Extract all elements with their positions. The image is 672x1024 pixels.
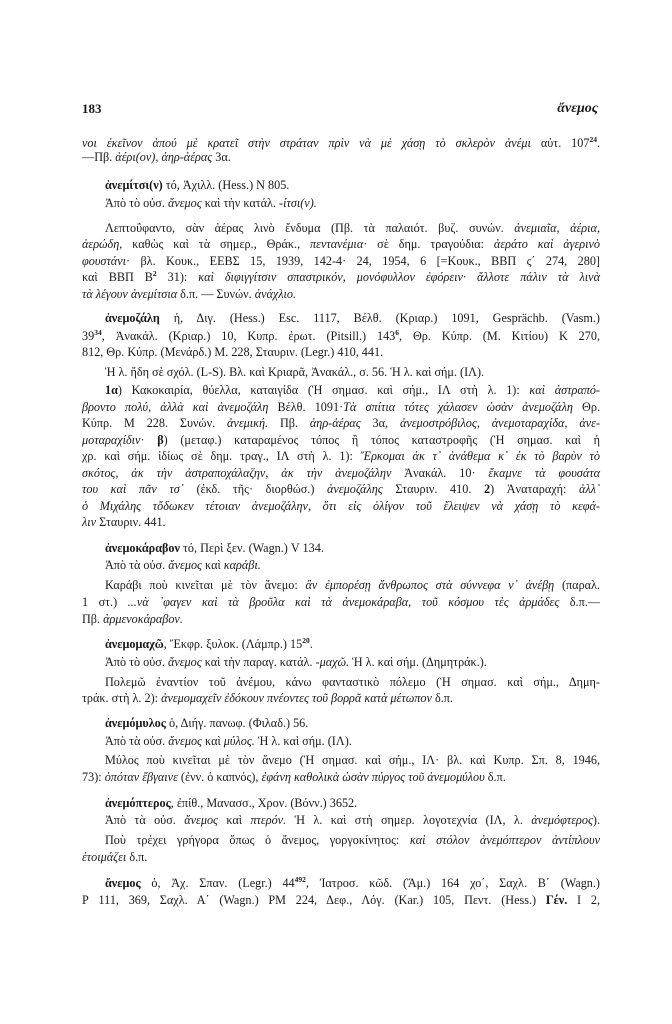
headword-text: ἄνεμος <box>105 876 141 890</box>
italic-quote-text: ἀλλ᾽ <box>578 482 600 496</box>
text-line <box>105 365 600 379</box>
text-segment: —Πβ. <box>82 150 116 164</box>
italic-quote-text: ἀρμενοκάραβον. <box>103 612 183 626</box>
superscript-text: 6 <box>395 328 400 337</box>
text-segment: , Θρ. Κύπρ. (Μ. Κιτίου) Κ 270, <box>399 329 600 343</box>
text-line <box>82 237 600 251</box>
italic-quote-text: ἀνάχλιο. <box>254 287 297 301</box>
headword-text: ἀνεμόμυλος <box>105 716 166 730</box>
text-line <box>105 178 600 192</box>
text-segment: Ι 2, <box>567 893 600 907</box>
page-number: 183 <box>82 101 102 116</box>
text-segment: ὁ, Ἀχ. Σπαν. (Legr.) 44 <box>140 876 295 890</box>
text-line <box>82 416 600 430</box>
text-segment: · βλ. Κουκ., ΕΕΒΣ 15, 1939, 142-4· 24, 1954, 6 [=Κουκ., ΒΒΠ ς΄ 274, 280] <box>126 254 600 268</box>
italic-quote-text: ἔκαμνε τὰ φουσάτα <box>488 466 600 480</box>
text-line <box>82 691 600 705</box>
italic-quote-text: -μαχῶ. <box>315 655 350 669</box>
text-line <box>105 655 600 669</box>
text-line <box>105 876 600 890</box>
text-segment: 3α. <box>212 150 231 164</box>
italic-quote-text: ἄνεμος <box>167 655 202 669</box>
text-segment: ). <box>592 813 601 827</box>
italic-quote-text: ἀνεμική. <box>227 416 269 430</box>
text-line <box>105 221 600 235</box>
italic-quote-text: πεντανέμια <box>310 237 364 251</box>
text-line <box>82 136 600 150</box>
italic-quote-text: καὶ στόλον ἀνεμόπτερον ἀντίπλουν <box>409 833 600 847</box>
italic-quote-text: καὶ διφιγγίτσιν σπαστρικόν, μονόφυλλον ἐφόρειν· ἄλλοτε πάλιν τὰ λινὰ <box>198 270 600 284</box>
italic-quote-text: καὶ ἀστραπό- <box>529 383 600 397</box>
text-line <box>82 287 600 301</box>
text-segment: Καράβι ποὺ κινεῖται μὲ τὸν ἄνεμο: <box>105 578 306 592</box>
text-segment: Πβ. <box>82 612 104 626</box>
italic-quote-text: ἐφάνη καθολικὰ ὡσὰν πύργος τοῦ ἀνεμομύλου <box>261 770 485 784</box>
italic-quote-text: ἀνεμοστρόβιλος, ἀνεμοταραχίδα, ἀνε- <box>399 416 601 430</box>
italic-quote-text: ἀνεμόφτερος <box>531 813 593 827</box>
text-segment: καὶ τὴν παραγ. κατάλ. <box>201 655 316 669</box>
text-segment: τό, Περὶ ξεν. (Wagn.) V 134. <box>179 541 324 555</box>
text-segment: Ἡ λ. καὶ σήμ. (Δημητράκ.). <box>349 655 487 669</box>
text-line <box>82 254 600 268</box>
italic-quote-text: ὁ Μιχάλης τὄδωκεν τέτοιαν ἀνεμοζάλην, ὅτι εἰς ὀλίγον τοῦ ἔλειψεν νὰ χάσῃ τὸ κεφά- <box>82 499 600 513</box>
text-segment: Ἀπὸ τὰ οὐσ. <box>105 813 185 827</box>
italic-quote-text: καράβι. <box>223 558 261 572</box>
text-line <box>105 753 600 767</box>
italic-quote-text: μύλος. <box>223 734 255 748</box>
text-line <box>105 716 600 730</box>
italic-quote-text: ἀερώδη, <box>82 237 123 251</box>
text-segment: Ρ 111, 369, Σαχλ. Α΄ (Wagn.) ΡΜ 224, Δεφ., Λόγ. (Kar.) 105, Πεντ. (Hess.) <box>82 893 546 907</box>
text-segment: καὶ <box>217 813 251 827</box>
text-segment: , Ἰατροσ. κῶδ. (Ἄμ.) 164 χο΄, Σαχλ. Β΄ (Wagn.) <box>305 876 600 890</box>
headword-text: ἀνεμόπτερος <box>105 796 171 810</box>
text-segment: . <box>309 637 313 651</box>
text-line <box>82 433 600 447</box>
text-segment: καὶ τὴν κατάλ. <box>201 196 280 210</box>
italic-quote-text: ὁπόταν ἔβγαινε <box>104 770 178 784</box>
italic-quote-text: νοι ἐκεῖνον ἀπού μὲ κρατεῖ στὴν στράταν πρὶν νὰ μὲ χάσῃ τὸ σκλερὸν ἀνέμι <box>82 136 531 150</box>
text-segment: (ἐκδ. τῆς· διορθώσ.) <box>183 482 327 496</box>
italic-quote-text: τὰ λέγουν ἀνεμίτσια <box>82 287 178 301</box>
text-segment: δ.π. <box>431 691 453 705</box>
text-segment: ἡ, Διγ. (Hess.) Esc. 1117, Βέλθ. (Κριαρ.) 1091, Gesprächb. (Vasm.) <box>159 311 600 325</box>
text-line <box>82 595 600 609</box>
superscript-text: 20 <box>302 636 310 645</box>
text-segment: τό, Ἀχιλλ. (Hess.) Ν 805. <box>162 178 290 192</box>
text-line <box>82 449 600 463</box>
text-line <box>82 850 600 864</box>
italic-quote-text: ἀέρι(ον), ἀηρ-ἀέρας <box>115 150 213 164</box>
italic-quote-text: ἑτοιμάζει <box>82 850 127 864</box>
superscript-text: 24 <box>589 135 597 144</box>
italic-quote-text: Τὰ σπίτια τότες χάλασεν ὡσὰν ἀνεμοζάλη <box>343 400 573 414</box>
text-line <box>82 466 600 480</box>
text-segment: (παραλ. <box>554 578 600 592</box>
text-segment: Σταυριν. 410. <box>382 482 484 496</box>
italic-quote-text: ἀηρ-ἀέρας <box>309 416 361 430</box>
italic-quote-text: ...νὰ ᾽φαγεν καὶ τὰ βροῦλα καὶ τὰ ἀνεμοκάραβα, τοῦ κόσμου τὲς ἀρμάδες <box>127 595 560 609</box>
text-line <box>82 329 600 343</box>
headword-text: ἀνεμοζάλη <box>105 311 160 325</box>
text-segment: τράκ. στὴ λ. 2): <box>82 691 162 705</box>
text-segment: Θρ. <box>572 400 600 414</box>
superscript-text: 492 <box>294 875 306 884</box>
text-segment: Κύπρ. Μ 228. Συνών. <box>82 416 228 430</box>
text-segment: Βέλθ. 1091· <box>268 400 344 414</box>
italic-quote-text: φουστάνι <box>82 254 126 268</box>
text-segment: αὐτ. 107 <box>530 136 590 150</box>
text-line <box>105 675 600 689</box>
italic-quote-text: Ἔρκομαι ἀκ τ᾽ ἀνάθεμα κ᾽ ἐκ τὸ βαρὺν τὸ <box>360 449 600 463</box>
text-segment: καὶ <box>201 734 224 748</box>
text-segment: Ἀπὸ τὰ οὐσ. <box>105 558 169 572</box>
text-segment: Ποὺ τρέχει γρήγορα ὅπως ὁ ἄνεμος, γοργοκίνητος: <box>105 833 410 847</box>
text-segment: 73): <box>82 770 105 784</box>
italic-quote-text: βροντο πολύ, ἀλλὰ καὶ ἀνεμοζάλη <box>82 400 269 414</box>
text-line <box>105 833 600 847</box>
text-segment: ) Κακοκαιρία, θύελλα, καταιγίδα (Ἡ σημασ. καὶ σήμ., ΙΛ στὴ λ. 1): <box>117 383 530 397</box>
text-segment: Μύλος ποὺ κινεῖται μὲ τὸν ἄνεμο (Ἡ σημασ. καὶ σήμ., ΙΛ· βλ. καὶ Κυπρ. Σπ. 8, 1946, <box>105 753 600 767</box>
superscript-text: 34 <box>94 328 102 337</box>
headword-text: β <box>157 433 164 447</box>
text-segment: ) Ἀναταραχή: <box>490 482 579 496</box>
text-line <box>82 515 600 529</box>
text-segment: καὶ <box>201 558 224 572</box>
text-segment: Πολεμῶ ἐναντίον τοῦ ἀνέμου, κάνω φανταστικὸ πόλεμο (Ἡ σημασ. καὶ σήμ., Δημη- <box>105 675 600 689</box>
text-segment: · <box>140 433 158 447</box>
headword-text: ἀνεμοκάραβον <box>105 541 180 555</box>
text-line <box>82 400 600 414</box>
text-segment: καθὼς καὶ τὰ σημερ., Θράκ., <box>122 237 311 251</box>
text-line <box>82 270 600 284</box>
text-line <box>82 482 600 496</box>
text-segment: Ἀπὸ τὸ οὐσ. <box>105 196 168 210</box>
headword-text: ἀνεμίτσι(ν) <box>105 178 163 192</box>
italic-quote-text: ἄνεμος <box>167 196 202 210</box>
text-line <box>82 345 600 359</box>
italic-quote-text: ἂν ἐμπορέσῃ ἄνθρωπος στὰ σύννεφα ν᾽ ἀνέβῃ <box>305 578 555 592</box>
headword-text: 1α <box>105 383 118 397</box>
italic-quote-text: ἀνεμομαχεῖν ἐδόκουν πνέοντες τοῦ βορρᾶ κατὰ μέτωπον <box>161 691 432 705</box>
text-segment: 1 στ.) <box>82 595 128 609</box>
text-segment: , Ἀνακάλ. (Κριαρ.) 10, Κυπρ. ἐρωτ. (Pitsill.) 143 <box>101 329 396 343</box>
italic-quote-text: πτερόν. <box>250 813 287 827</box>
running-head: ἄνεμος <box>557 101 598 116</box>
text-segment: (ἐνν. ὁ καπνός), <box>177 770 262 784</box>
text-line <box>105 637 600 651</box>
text-segment: Ἀπὸ τὸ οὐσ. <box>105 655 168 669</box>
headword-text: ἀνεμομαχῶ <box>105 637 164 651</box>
italic-quote-text: σκότος, ἀκ τὴν ἀστραποχάλαζην, ἀκ τὴν ἀνεμοζάλην <box>82 466 392 480</box>
text-line <box>82 612 600 626</box>
text-segment: ὁ, Διήγ. πανωφ. (Φιλαδ.) 56. <box>165 716 309 730</box>
text-segment: ) (μεταφ.) καταραμένος τόπος ἢ τόπος καταστροφῆς (Ἡ σημασ. καὶ ἡ <box>163 433 601 447</box>
text-segment: καὶ ΒΒΠ Β <box>82 270 153 284</box>
text-segment: δ.π.— <box>559 595 600 609</box>
text-line <box>105 734 600 748</box>
headword-text: 2 <box>484 482 491 496</box>
italic-quote-text: -ίτσι(ν). <box>279 196 317 210</box>
text-line <box>82 150 600 164</box>
italic-quote-text: ἀνεμοζάλης <box>327 482 383 496</box>
text-line <box>105 558 600 572</box>
text-segment: δ.π. — Συνών. <box>177 287 255 301</box>
italic-quote-text: ἄνεμος <box>168 558 202 572</box>
superscript-text: 2 <box>152 269 157 278</box>
text-line <box>105 796 600 810</box>
text-segment: χρ. καὶ σήμ. ἰδίως σὲ δημ. τραγ., ΙΛ στὴ λ. 1): <box>82 449 361 463</box>
text-line <box>105 311 600 325</box>
italic-quote-text: μοταραχίδιν <box>82 433 141 447</box>
text-segment: 39 <box>82 329 95 343</box>
italic-quote-text: λιν <box>82 515 97 529</box>
text-segment: δ.π. <box>126 850 148 864</box>
text-segment: Ἡ λ. καὶ σήμ. (ΙΛ). <box>254 734 352 748</box>
text-segment: 3α, <box>360 416 400 430</box>
text-segment: 31): <box>156 270 199 284</box>
text-segment: Ἡ λ. ἤδη σὲ σχόλ. (L-S). Βλ. καὶ Κριαρᾶ, Ἀνακάλ., σ. 56. Ἡ λ. καὶ σήμ. (ΙΛ). <box>105 365 485 379</box>
text-segment: · σὲ δημ. τραγούδια: <box>363 237 494 251</box>
text-segment: 812, Θρ. Κύπρ. (Μενάρδ.) Μ. 228, Σταυριν. (Legr.) 410, 441. <box>82 345 384 359</box>
italic-quote-text: ἄνεμος <box>168 734 202 748</box>
text-segment: Πβ. <box>268 416 310 430</box>
text-line <box>105 813 600 827</box>
text-line <box>82 770 600 784</box>
text-line <box>105 383 600 397</box>
text-segment: δ.π. <box>484 770 506 784</box>
headword-text: Γέν. <box>545 893 568 907</box>
text-line <box>105 196 600 210</box>
text-segment: Λεπτοΰφαντο, σὰν ἀέρας λινὸ ἔνδυμα (Πβ. τὰ παλαιότ. βυζ. συνών. <box>105 221 515 235</box>
text-segment: Ἡ λ. καὶ στὴ σημερ. λογοτεχνία (ΙΛ, λ. <box>286 813 532 827</box>
text-line <box>82 893 600 907</box>
text-line <box>105 541 600 555</box>
text-segment: . <box>596 136 600 150</box>
italic-quote-text: ἀνεμιαῖα, ἀέρια, <box>514 221 600 235</box>
text-segment: Ἀπὸ τὰ οὐσ. <box>105 734 169 748</box>
text-segment: Σταυριν. 441. <box>96 515 166 529</box>
italic-quote-text: ἀεράτο καὶ ἀγερινὸ <box>493 237 600 251</box>
text-line <box>105 578 600 592</box>
text-segment: , Ἔκφρ. ξυλοκ. (Λάμπρ.) 15 <box>163 637 303 651</box>
italic-quote-text: ἄνεμος <box>184 813 218 827</box>
italic-quote-text: του καὶ πᾶν τσ᾽ <box>82 482 184 496</box>
text-line <box>82 499 600 513</box>
text-segment: , ἐπίθ., Μανασσ., Χρον. (Βόνν.) 3652. <box>170 796 358 810</box>
text-segment: Ἀνακάλ. 10· <box>391 466 489 480</box>
